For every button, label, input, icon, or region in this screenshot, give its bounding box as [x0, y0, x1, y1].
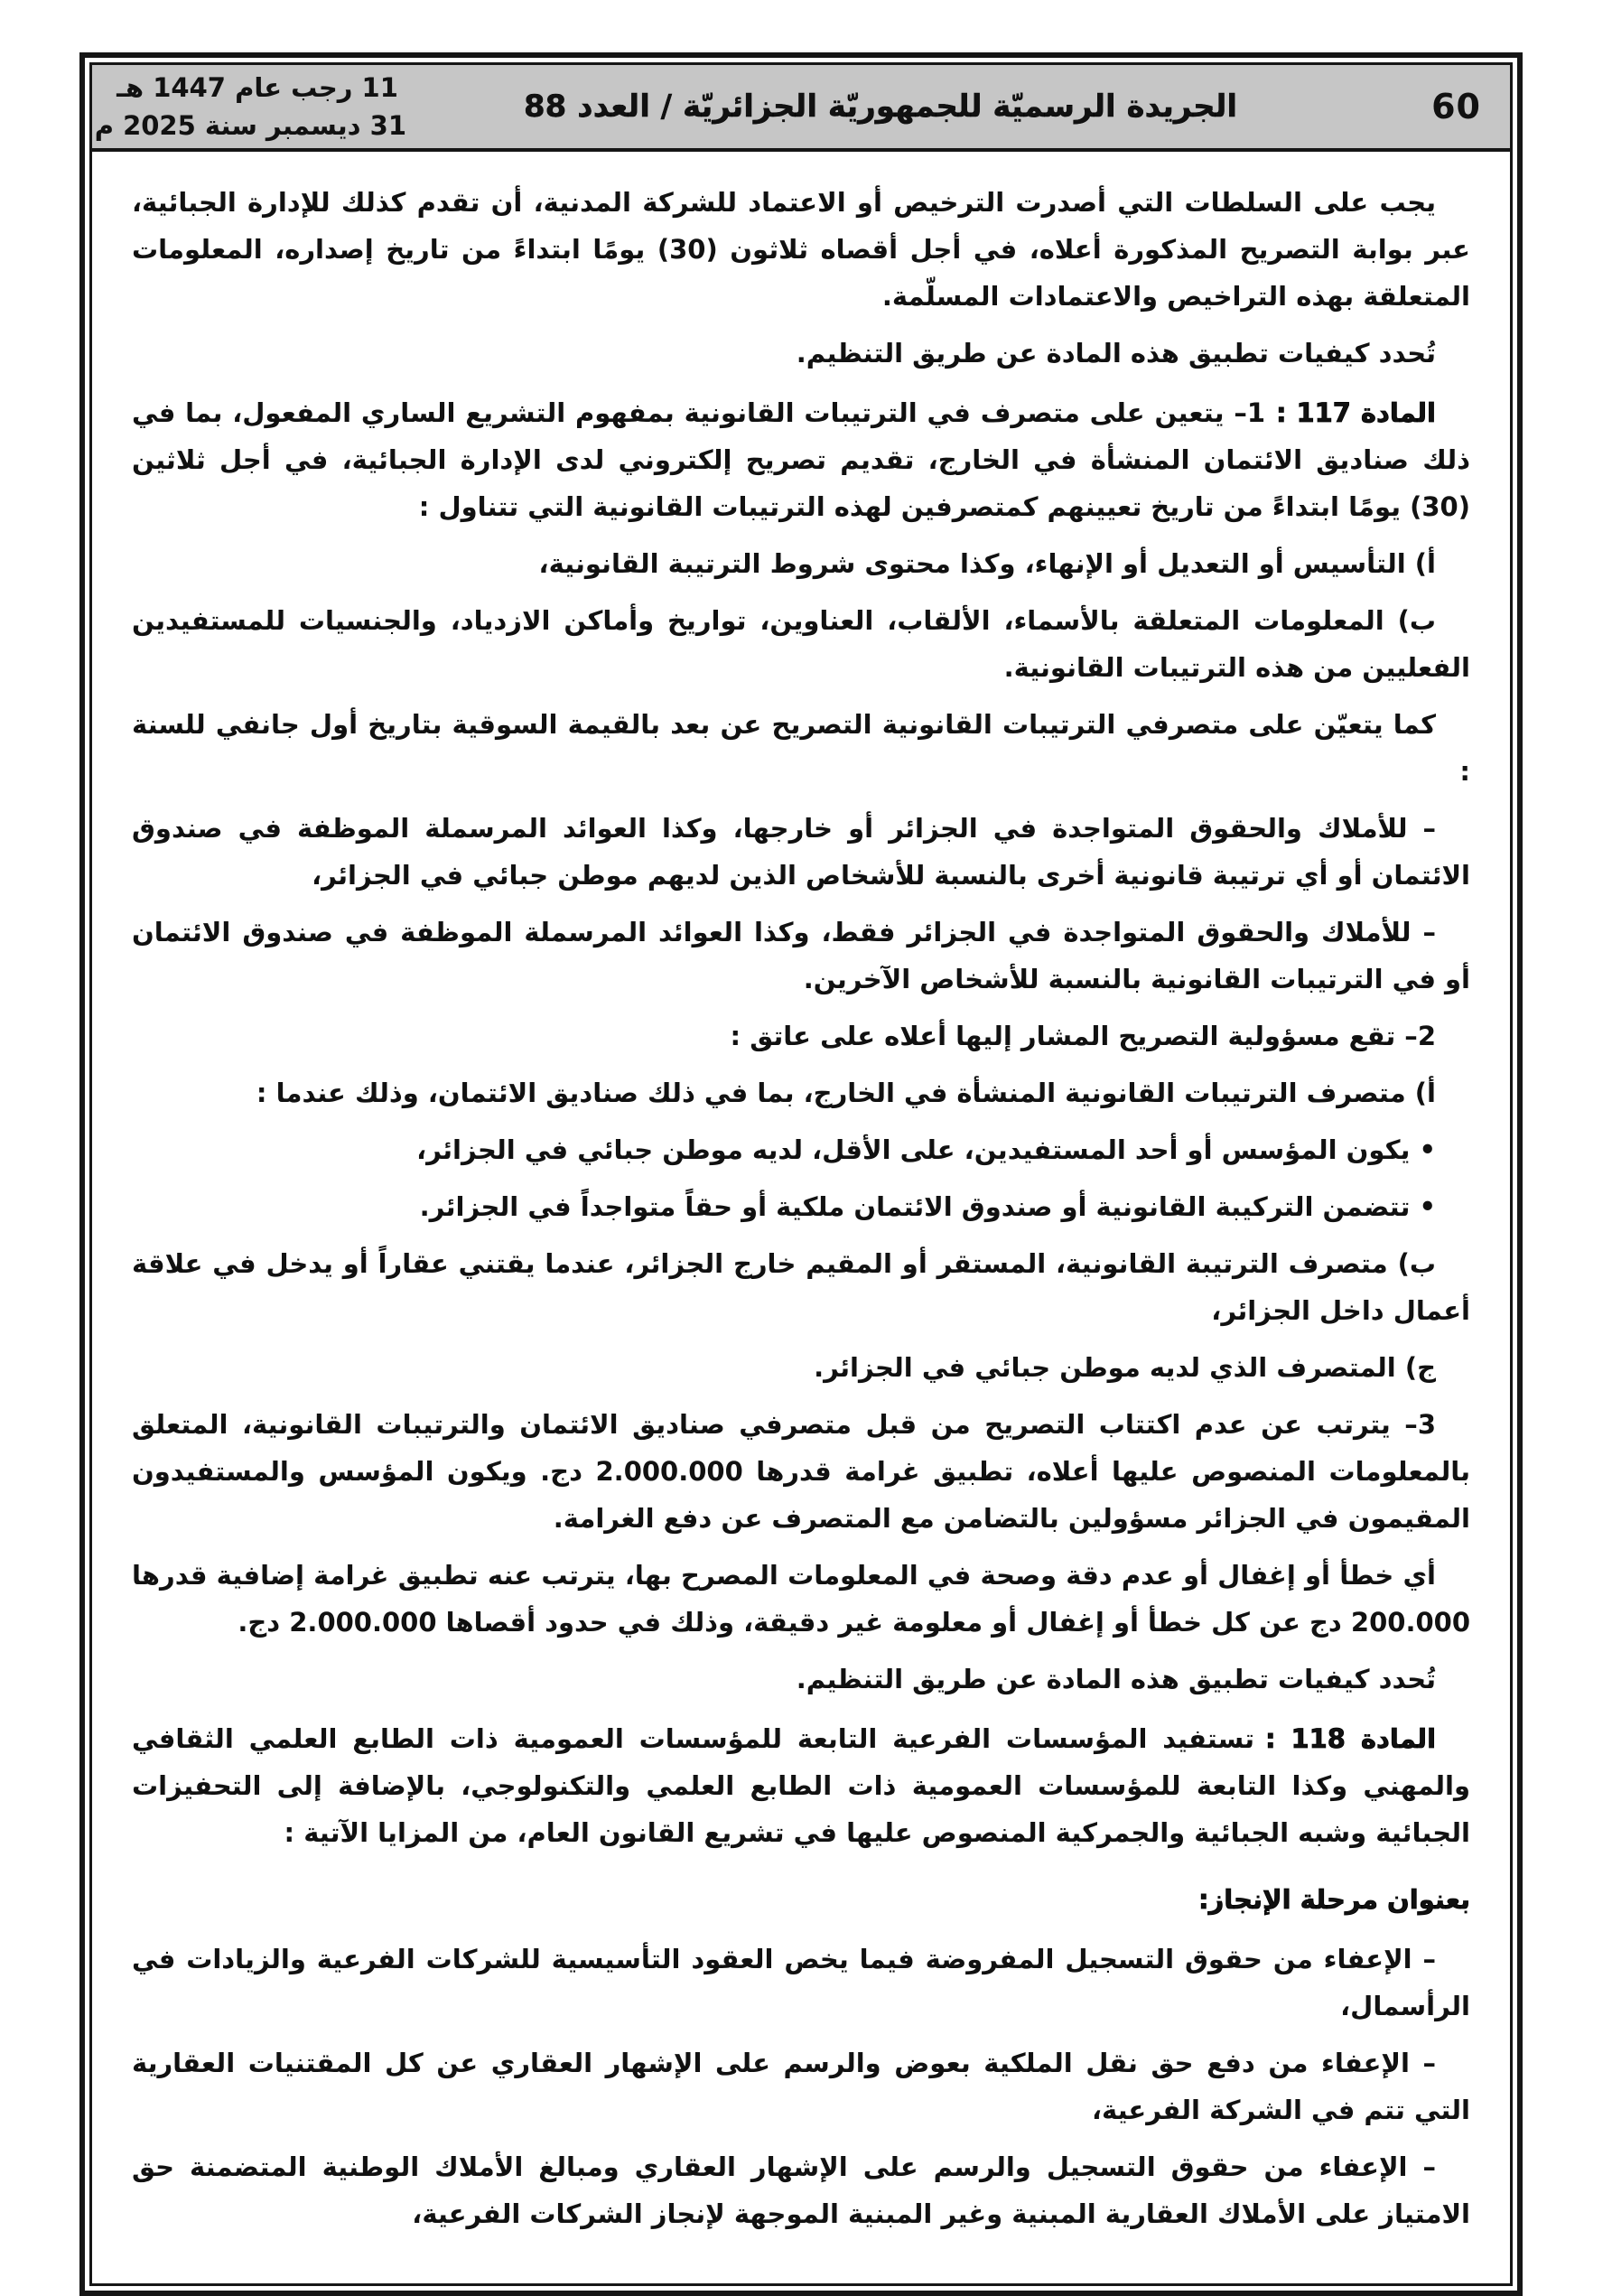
list-item: أ) متصرف الترتيبات القانونية المنشأة في الخارج، بما في ذلك صناديق الائتمان، وذلك عندما :	[256, 1078, 1436, 1108]
list-item: – الإعفاء من حقوق التسجيل والرسم على الإشهار العقاري ومبالغ الأملاك الوطنية المتضمنة حق الامتياز على الأملاك العقارية المبنية وغير المبنية الموجهة لإنجاز الشركات الفرعية،	[132, 2151, 1470, 2229]
list-item: – الإعفاء من حقوق التسجيل المفروضة فيما يخص العقود التأسيسية للشركات الفرعية والزيادات في الرأسمال،	[132, 1944, 1470, 2021]
article-117-number: المادة 117 :	[1276, 397, 1436, 428]
article-118-paragraph	[132, 1715, 1470, 1856]
article-118-number: المادة 118 :	[1265, 1723, 1437, 1754]
date-hijri: 11 رجب عام 1447 هـ	[116, 72, 398, 103]
paragraph: 2– تقع مسؤولية التصريح المشار إليها أعلاه على عاتق :	[730, 1021, 1436, 1051]
paragraph: 3– يترتب عن عدم اكتتاب التصريح من قبل متصرفي صناديق الائتمان والترتيبات القانونية، المتعلق بالمعلومات المنصوص عليها أعلاه، تطبيق غرامة قدرها 2.000.000 دج. ويكون المؤسس والمستفيدون المقيمون في الجزائر مسؤولين بالتضامن مع المتصرف عن دفع الغرامة.	[132, 1409, 1471, 1534]
paragraph: أي خطأ أو إغفال أو عدم دقة وصحة في المعلومات المصرح بها، يترتب عنه تطبيق غرامة إضافية قدرها 200.000 دج عن كل خطأ أو إغفال أو معلومة غير دقيقة، وذلك في حدود أقصاها 2.000.000 دج.	[132, 1560, 1470, 1638]
page-number: 60	[1431, 87, 1481, 126]
list-item: – الإعفاء من دفع حق نقل الملكية بعوض والرسم على الإشهار العقاري عن كل المقتنيات العقارية التي تتم في الشركة الفرعية،	[132, 2048, 1470, 2125]
document-body	[92, 152, 1510, 2283]
date-gregorian: 31 ديسمبر سنة 2025 م	[94, 110, 406, 141]
page-frame	[79, 52, 1523, 2296]
paragraph: يجب على السلطات التي أصدرت الترخيص أو الاعتماد للشركة المدنية، أن تقدم كذلك للإدارة الجبائية، عبر بوابة التصريح المذكورة أعلاه، في أجل أقصاه ثلاثون (30) يومًا ابتداءً من تاريخ إصداره، المعلومات المتعلقة بهذه التراخيص والاعتمادات المسلّمة.	[132, 187, 1470, 312]
article-117-text: 1– يتعين على متصرف في الترتيبات القانونية بمفهوم التشريع الساري المفعول، بما في ذلك صناديق الائتمان المنشأة في الخارج، تقديم تصريح إلكتروني لدى الإدارة الجبائية، في أجل ثلاثين (30) يومًا ابتداءً من تاريخ تعيينهم كمتصرفين لهذه الترتيبات القانونية التي تتناول :	[132, 397, 1470, 522]
article-117-paragraph	[132, 389, 1470, 530]
page-frame-inner	[89, 62, 1513, 2286]
list-item: ج) المتصرف الذي لديه موطن جبائي في الجزائر.	[814, 1352, 1436, 1383]
issue-dates	[94, 69, 406, 145]
bullet-item: • تتضمن التركيبة القانونية أو صندوق الائتمان ملكية أو حقاً متواجداً في الجزائر.	[419, 1191, 1436, 1222]
header-band	[92, 65, 1510, 152]
paragraph: تُحدد كيفيات تطبيق هذه المادة عن طريق التنظيم.	[796, 338, 1436, 369]
gazette-title: الجريدة الرسميّة للجمهوريّة الجزائريّة / العدد 88	[523, 89, 1237, 125]
list-item: ب) المعلومات المتعلقة بالأسماء، الألقاب، العناوين، تواريخ وأماكن الازدياد، والجنسيات للمستفيدين الفعليين من هذه الترتيبات القانونية.	[132, 605, 1470, 683]
list-item: – للأملاك والحقوق المتواجدة في الجزائر أو خارجها، وكذا العوائد المرسملة الموظفة في صندوق الائتمان أو أي ترتيبة قانونية أخرى بالنسبة للأشخاص الذين لديهم موطن جبائي في الجزائر،	[132, 813, 1470, 891]
list-item: ب) متصرف الترتيبة القانونية، المستقر أو المقيم خارج الجزائر، عندما يقتني عقاراً أو يدخل في علاقة أعمال داخل الجزائر،	[132, 1248, 1470, 1326]
bullet-item: • يكون المؤسس أو أحد المستفيدين، على الأقل، لديه موطن جبائي في الجزائر،	[416, 1134, 1436, 1165]
list-item: – للأملاك والحقوق المتواجدة في الجزائر فقط، وكذا العوائد المرسملة الموظفة في صندوق الائتمان أو في الترتيبات القانونية بالنسبة للأشخاص الآخرين.	[132, 917, 1470, 994]
paragraph: تُحدد كيفيات تطبيق هذه المادة عن طريق التنظيم.	[796, 1664, 1436, 1694]
section-heading: بعنوان مرحلة الإنجاز:	[1198, 1884, 1470, 1915]
article-118-text: تستفيد المؤسسات الفرعية التابعة للمؤسسات العمومية ذات الطابع العلمي الثقافي والمهني وكذا التابعة للمؤسسات العمومية ذات الطابع العلمي والتكنولوجي، بالإضافة إلى التحفيزات الجبائية وشبه الجبائية والجمركية المنصوص عليها في تشريع القانون العام، من المزايا الآتية :	[132, 1723, 1470, 1848]
list-item: أ) التأسيس أو التعديل أو الإنهاء، وكذا محتوى شروط الترتيبة القانونية،	[538, 548, 1436, 579]
paragraph: كما يتعيّن على متصرفي الترتيبات القانونية التصريح عن بعد بالقيمة السوقية بتاريخ أول جانفي للسنة :	[132, 709, 1470, 787]
